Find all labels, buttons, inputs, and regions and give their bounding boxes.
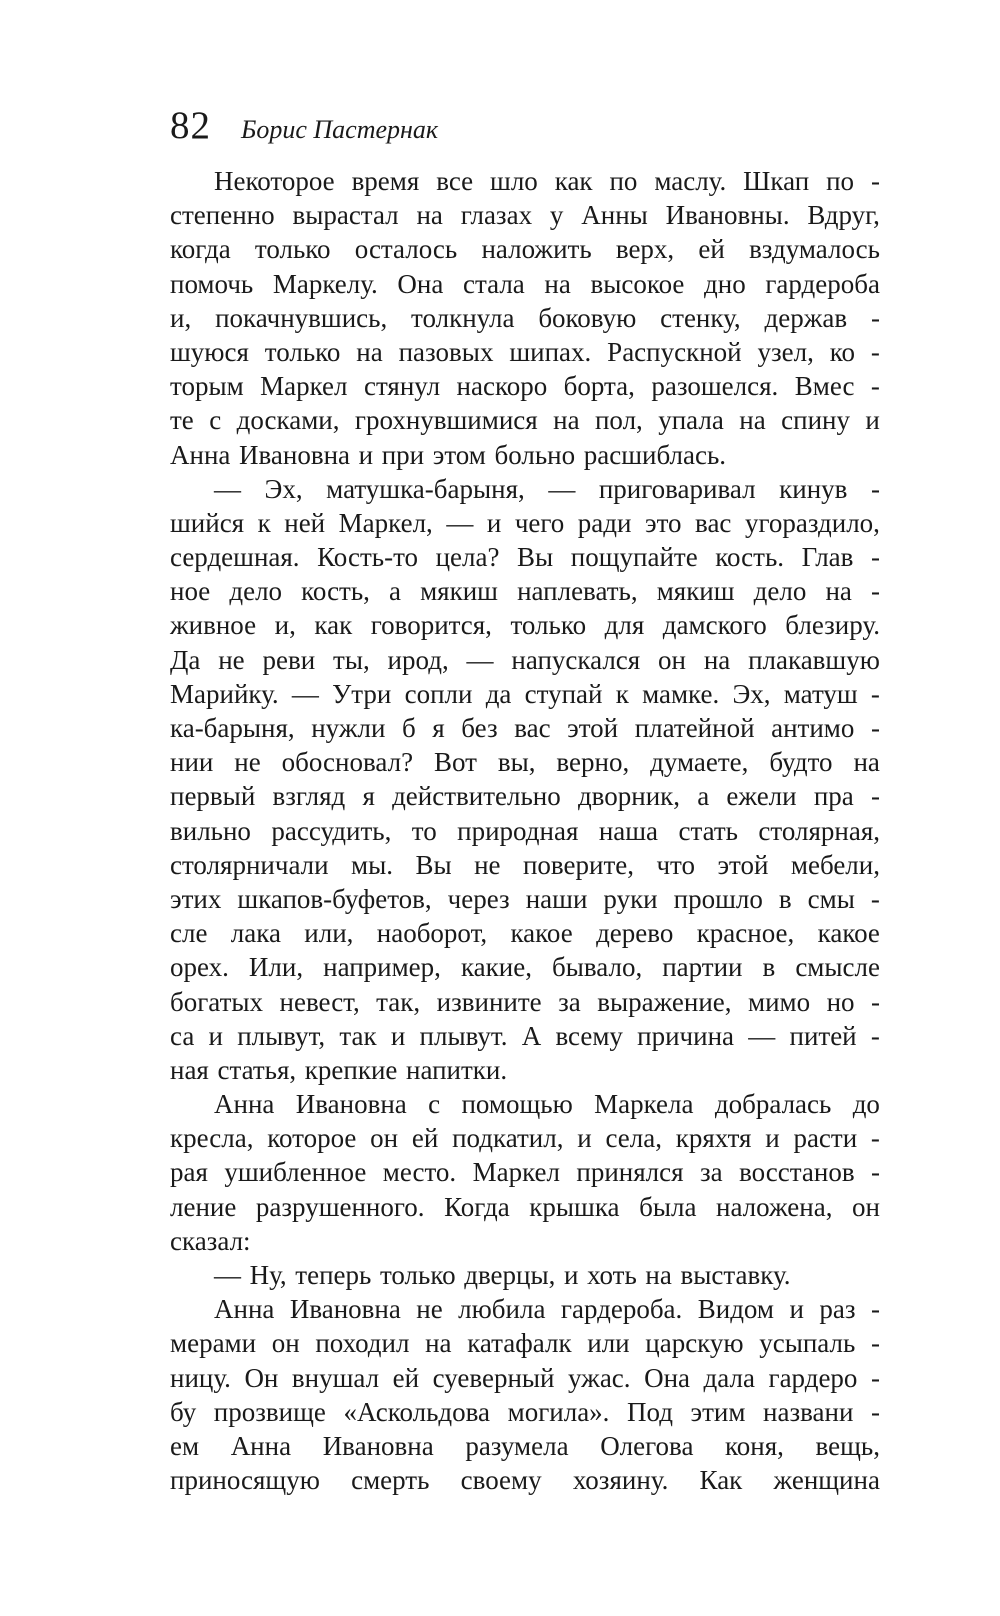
text-line: ная статья, крепкие напитки. bbox=[170, 1054, 508, 1085]
text-line: ка-барыня, нужли б я без вас этой платейной антимо - bbox=[170, 713, 880, 743]
text-line: живное и, как говорится, только для дамского блезиру. bbox=[170, 610, 880, 641]
text-line: помочь Маркелу. Она стала на высокое дно гардероба bbox=[170, 268, 880, 299]
text-line: мерами он походил на катафалк или царскую усыпаль - bbox=[170, 1328, 880, 1359]
text-line: ное дело кость, а мякиш наплевать, мякиш дело на - bbox=[170, 576, 880, 607]
text-line: ление разрушенного. Когда крышка была наложена, он bbox=[170, 1191, 880, 1222]
text-line: сле лака или, наоборот, какое дерево красное, какое bbox=[170, 918, 880, 949]
author-name: Борис Пастернак bbox=[241, 115, 439, 144]
text-line: Да не реви ты, ирод, — напускался он на плакавшую bbox=[170, 644, 880, 675]
text-line: Анна Ивановна с помощью Маркела добралась до bbox=[214, 1089, 880, 1120]
page-number: 82 bbox=[170, 104, 211, 147]
text-line: — Эх, матушка-барыня, — приговаривал кинув - bbox=[214, 473, 880, 504]
text-line: богатых невест, так, извините за выражение, мимо но - bbox=[170, 986, 880, 1017]
text-line: нии не обосновал? Вот вы, верно, думаете, будто на bbox=[170, 747, 880, 778]
text-line: столярничали мы. Вы не поверите, что этой мебели, bbox=[170, 849, 880, 880]
text-line: орех. Или, например, какие, бывало, партии в смысле bbox=[170, 952, 880, 983]
text-line: первый взгляд я действительно дворник, а ежели пра - bbox=[170, 781, 880, 812]
text-line: бу прозвище «Аскольдова могила». Под этим названи - bbox=[170, 1396, 880, 1427]
text-line: ницу. Он внушал ей суеверный ужас. Она дала гардеро - bbox=[170, 1362, 880, 1393]
text-line: когда только осталось наложить верх, ей вздумалось bbox=[170, 234, 880, 265]
text-line: шийся к ней Маркел, — и чего ради это вас угораздило, bbox=[170, 507, 880, 538]
text-line: Анна Ивановна и при этом больно расшиблась. bbox=[170, 439, 727, 470]
text-line: Анна Ивановна не любила гардероба. Видом и раз - bbox=[214, 1294, 880, 1325]
text-line: торым Маркел стянул наскоро борта, разошелся. Вмес - bbox=[170, 371, 880, 402]
text-line: те с досками, грохнувшимися на пол, упала на спину и bbox=[170, 405, 880, 436]
text-line: шуюся только на пазовых шипах. Распускной узел, ко - bbox=[170, 336, 880, 367]
text-line: степенно вырастал на глазах у Анны Ивановны. Вдруг, bbox=[170, 200, 880, 231]
running-head bbox=[170, 103, 438, 153]
body-text bbox=[170, 164, 880, 1497]
text-line: рая ушибленное место. Маркел принялся за восстанов - bbox=[170, 1157, 880, 1188]
text-line: вильно рассудить, то природная наша стать столярная, bbox=[170, 815, 880, 846]
text-line: сказал: bbox=[170, 1225, 251, 1256]
text-line: и, покачнувшись, толкнула боковую стенку, держав - bbox=[170, 302, 880, 333]
text-line: — Ну, теперь только дверцы, и хоть на выставку. bbox=[214, 1260, 791, 1290]
text-line: ем Анна Ивановна разумела Олегова коня, вещь, bbox=[170, 1430, 880, 1461]
text-line: этих шкапов-буфетов, через наши руки прошло в смы - bbox=[170, 883, 880, 914]
text-line: кресла, которое он ей подкатил, и села, кряхтя и расти - bbox=[170, 1123, 880, 1154]
text-line: приносящую смерть своему хозяину. Как женщина bbox=[170, 1465, 880, 1496]
text-line: Марийку. — Утри сопли да ступай к мамке. Эх, матуш - bbox=[170, 678, 880, 709]
text-line: Некоторое время все шло как по маслу. Шкап по - bbox=[214, 166, 880, 196]
text-line: са и плывут, так и плывут. А всему причина — питей - bbox=[170, 1020, 880, 1051]
text-line: сердешная. Кость-то цела? Вы пощупайте кость. Глав - bbox=[170, 542, 880, 573]
